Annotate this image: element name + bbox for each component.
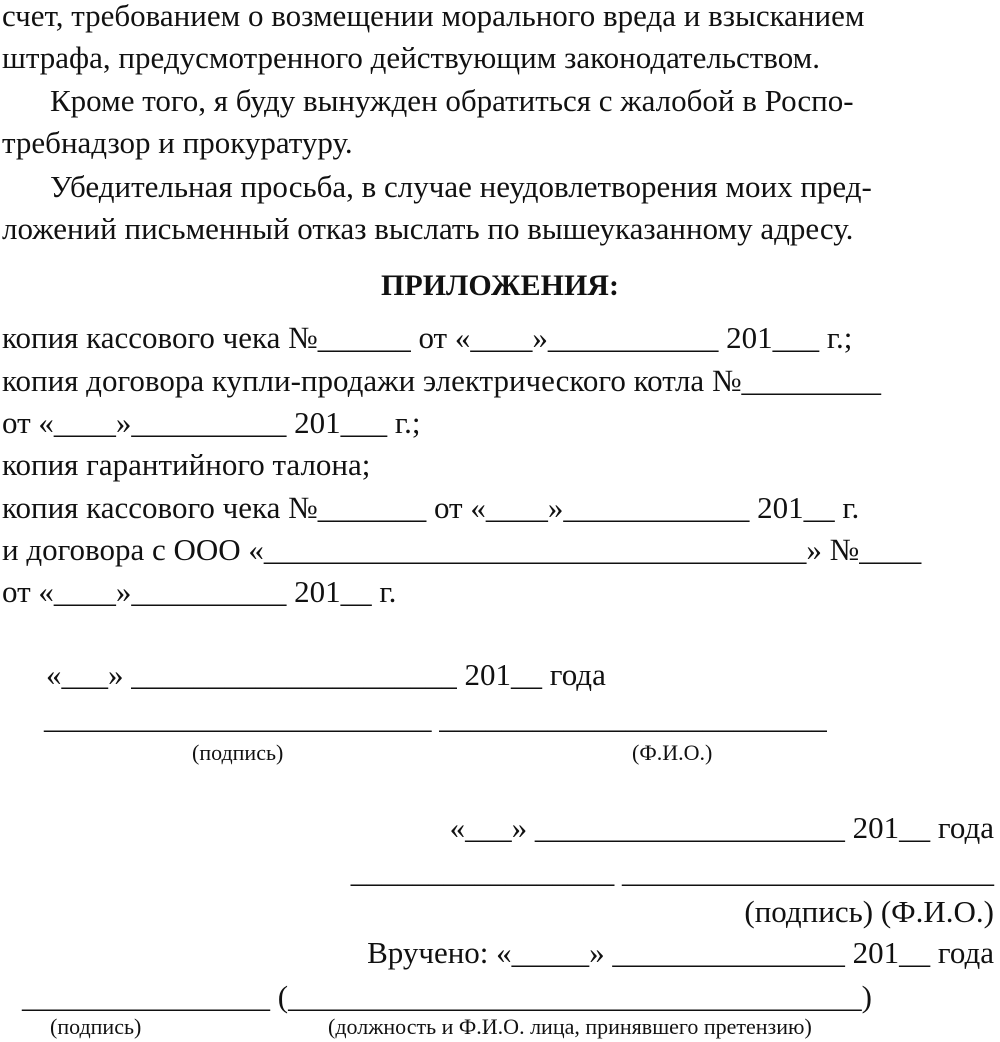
signature2-lines: _________________ ________________________: [350, 854, 994, 889]
delivered-caption-sign: (подпись): [50, 1014, 142, 1039]
appendix-item-1: копия кассового чека №______ от «____»___________ 201___ г.;: [2, 320, 853, 355]
paragraph-line-6: ложений письменный отказ выслать по вышеуказанному адресу.: [2, 211, 854, 246]
paragraph-line-5: Убедительная просьба, в случае неудовлетворения моих пред-: [50, 169, 872, 204]
signature1-caption-name: (Ф.И.О.): [632, 740, 713, 765]
signature1-date: «___» _____________________ 201__ года: [46, 657, 606, 692]
appendix-item-5: копия кассового чека №_______ от «____»____________ 201__ г.: [2, 490, 860, 525]
paragraph-line-4: требнадзор и прокуратуру.: [2, 125, 353, 160]
signature2-date: «___» ____________________ 201__ года: [449, 810, 994, 845]
signature2-caption: (подпись) (Ф.И.О.): [744, 894, 994, 929]
delivered-caption-person: (должность и Ф.И.О. лица, принявшего претензию): [328, 1014, 812, 1039]
appendix-item-7: от «____»__________ 201__ г.: [2, 574, 397, 609]
paragraph-line-2: штрафа, предусмотренного действующим законодательством.: [2, 40, 820, 75]
appendix-item-6: и договора с ООО «___________________________________» №____: [2, 532, 922, 567]
appendix-item-4: копия гарантийного талона;: [2, 447, 371, 482]
paragraph-line-3: Кроме того, я буду вынужден обратиться с жалобой в Роспо-: [50, 83, 854, 118]
paragraph-line-1: счет, требованием о возмещении морального вреда и взысканием: [2, 0, 865, 33]
delivered-line: Вручено: «_____» _______________ 201__ года: [367, 935, 994, 970]
appendix-item-3: от «____»__________ 201___ г.;: [2, 405, 421, 440]
signature1-caption-sign: (подпись): [192, 740, 284, 765]
delivered-lines: ________________ (_____________________________________): [22, 979, 872, 1014]
appendix-item-2: копия договора купли-продажи электрического котла №_________: [2, 363, 882, 398]
signature1-lines: _________________________ _________________________: [44, 700, 827, 735]
appendix-heading: ПРИЛОЖЕНИЯ:: [381, 269, 619, 302]
